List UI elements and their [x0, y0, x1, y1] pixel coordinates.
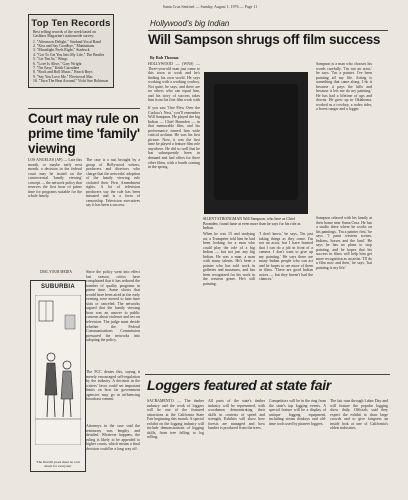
comic-drawing — [35, 295, 81, 445]
court-headline: Court may rule on prime time 'family' viewing — [28, 111, 140, 156]
sampson-byline: By Bob Thomas — [150, 55, 179, 60]
top-ten-item: 5. "Let 'Em In," Wings — [33, 57, 68, 62]
court-column-5: Attorneys in the case said the testimony was lengthy and detailed. Whatever happens, the ruling is likely to be appealed to higher courts, which means a final decision could be a long way off. — [86, 424, 140, 451]
sampson-headline: Will Sampson shrugs off film success — [148, 32, 381, 47]
court-column-1: LOS ANGELES (AP) — Late this month, or maybe early next month, a decision in the federal court may be issued on the controversial 'family viewing' concept — the network policy that reserves the first hour of prime time for programs suitable for the whole family. — [28, 158, 82, 199]
sampson-column-3: Sampson is a man who chooses his words carefully. 'I'm not an actor,' he says. 'I'm a painter. I've been painting all my life. Acting is something that came along. I do it because it pays the bills and because it lets me do my painting.' He has had a lifetime of ups and downs. He grew up in Oklahoma, worked as a cowboy, a rodeo rider, a forest ranger and a logger. — [316, 62, 372, 112]
comic-caption: 'The first 60 years must be a bit much for everyone' — [35, 460, 81, 468]
sampson-column-2: If you saw 'One Flew Over the Cuckoo's Nest,' you'll remember Will Sampson. He played the big Indian — Chief Bromden — in that memorable film, and his performance earned him wide critical acclaim. He was his first picture. Now, it was the first time he played a feature film role anywhere. He did so well that he has subsequently been in demand and had offers for three other films, with a fourth coming in the spring. — [148, 106, 200, 170]
sampson-photo-caption: SILENT STRONGMAN Will Sampson, who here as Chief Bromden, found fame at even more than he says for his role as Indian. — [203, 217, 301, 230]
loggers-column-1: SACRAMENTO — The timber industry and the work of loggers will be one of the featured attractions at the California State Fair beginning this month. A special exhibit on the logging industry will include demonstrations of logging skills, from tree felling to log rolling. — [147, 399, 204, 440]
sampson-column-1: HOLLYWOOD — (WNS) — Three-year-old man just came to this town to work and he's finding his own world. He says working with a working cowboy. Not quite, he says, and there are no others who can equal him, and his story of success takes him from his first film work with — [148, 62, 200, 102]
top-ten-item: 1. "Afternoon Delight," Starland Vocal Band — [33, 39, 101, 44]
top-ten-records-box — [28, 14, 114, 88]
photo-shadow — [214, 84, 298, 200]
sampson-column-6: Sampson relaxed with his family at their home near Santa Cruz. He has a studio there where he works on his paintings. 'I'm a painter first,' he says. 'I paint western scenes, Indians, horses and the land.' He says he has no plans to stop painting, and he hopes that his success in films will help him get more recognition as an artist. 'I'll do a film now and then,' he says, 'but painting is my life.' — [316, 216, 372, 271]
court-column-3: Since the policy went into effect last season, critics have complained that it has reduced the number of quality programs in prime time. Some shows that would have been aired in the early evening were moved to later time slots or canceled. The networks argued that the family viewing hour was an answer to public concern about violence and sex on television. The judge must decide whether the Federal Communications Commission pressured the networks into adopting the policy. — [86, 270, 140, 343]
court-column-4: The FCC denies this, saying it merely encouraged self-regulation by the industry. A decision in the writers' favor could set important limits on how far government agencies may go in influencing broadcast content. — [86, 370, 140, 402]
loggers-headline: Loggers featured at state fair — [147, 377, 331, 393]
loggers-column-3: Competitors will be in the ring from the state's top logging events. A special feature will be a display of antique logging equipment, including steam donkeys and old-time tools used by pioneer loggers. — [269, 399, 326, 426]
photo-caption-small: DIAL YOUR MEDIA — [39, 270, 73, 274]
top-ten-item: 8. "Rock and Roll Music," Beach Boys — [33, 70, 93, 75]
sampson-column-4: When he was 15 and studying art, a Trumpeter told him he had been looking for a man who could play the role of a big Indian — but not just any big Indian. He was a man, a man with many talents. He's been a painter who has sold work in galleries and museums, and has been recognized for his work in the western genre. He's still painting. — [203, 232, 255, 287]
sampson-column-5: 'I don't know,' he says, 'I'm just taking things as they come. I'm not an actor, but I have learned that I can do a job in front of a camera. I don't want to give up my painting.' He says there are many Indian people who can act and he hopes to see more of them in films. 'There are good Indian actors — but they haven't had the chances.' — [259, 232, 313, 282]
top-ten-item: 9. "Say You Love Me," Fleetwood Mac — [33, 74, 93, 79]
top-ten-item: 7. "I'm Easy," Keith Carradine — [33, 66, 80, 71]
sampson-kicker: Hollywood's big Indian — [150, 19, 230, 28]
page-folio: Santa Cruz Sentinel — Sunday, August 1, 1976 — Page 11 — [162, 4, 258, 9]
loggers-column-4: The fair runs through Labor Day and will feature the popular logging show daily. Officials said they expect the exhibit to draw large crowds and to give fairgoers an inside look at one of California's oldest industries. — [330, 399, 388, 431]
sampson-photo — [204, 72, 308, 214]
loggers-column-2: All parts of the state's timber industry will be represented, with woodsmen demonstrating their skills in contests of speed and strength. Exhibits will show how forests are managed and how lumber is produced from the trees. — [208, 399, 265, 431]
suburbia-comic — [30, 280, 86, 472]
top-ten-intro: Best selling records of the week based on Cashbox Magazine's nationwide survey: — [33, 30, 96, 39]
top-ten-item: 3. "Moonlight Feels Right," Starbuck — [33, 48, 90, 53]
top-ten-title: Top Ten Records — [31, 18, 111, 29]
top-ten-list — [29, 40, 113, 84]
court-rule — [28, 108, 140, 109]
comic-title: SUBURBIA — [40, 284, 76, 290]
top-ten-item: 10. "Turn The Beat Around," Vicki Sue Robinson — [33, 79, 109, 84]
section-rule — [148, 30, 388, 31]
top-ten-item: 4. "Got To Get You Into My Life," The Beatles — [33, 52, 105, 57]
court-column-2: The case is a suit brought by a group of Hollywood writers, producers and directors who charge that the networks' adoption of the family viewing rule violated their First Amendment rights. A lot of television producers say the rule has been misused and is a form of censorship. Television executives say it has been a success. — [86, 158, 140, 208]
top-ten-item: 2. "Kiss and Say Goodbye," Manhattans — [33, 44, 95, 48]
loggers-rule — [145, 374, 390, 375]
top-ten-item: 6. "Love Is Alive," Gary Wright — [33, 61, 82, 66]
